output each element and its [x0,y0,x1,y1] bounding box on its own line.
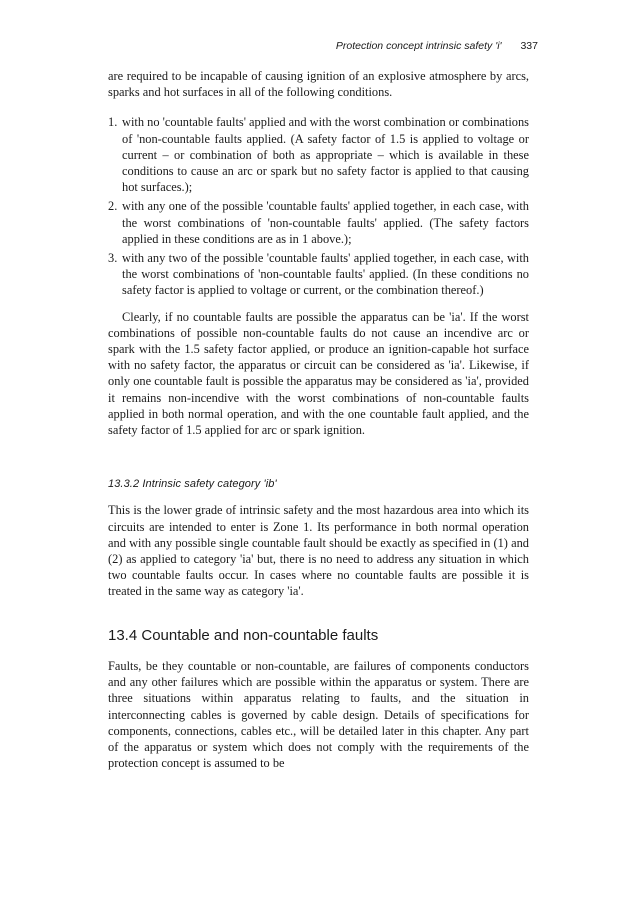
body-text [108,68,529,771]
subsection-heading-ib: 13.3.2 Intrinsic safety category 'ib' [108,478,277,491]
conditions-list [108,114,529,298]
ib-paragraph: This is the lower grade of intrinsic safety and the most hazardous area into which its circuits are intended to enter is Zone 1. Its performance in both normal operation and with any possible single countable fault should be exactly as specified in (1) and (2) as applied to category 'ia' but, there is no need to address any situation in which two countable faults occur. In cases where no countable faults are possible it is treated in the same way as category 'ia'. [108,503,529,599]
list-number: 2. [108,199,118,214]
faults-paragraph: Faults, be they countable or non-countable, are failures of components conductors and any other failures which are possible within the apparatus or system. There are three situations within apparatus relating to faults, and the situation in interconnecting cables is governed by cable design. Details of specifications for components, connections, cables etc., will be detailed later in this chapter. Any part of the apparatus or system which does not comply with the requirements of the protection concept is assumed to be [108,658,529,771]
section-heading-faults: 13.4 Countable and non-countable faults [108,626,379,644]
list-text: with any one of the possible 'countable faults' applied together, in each case, with the worst combinations of 'non-countable faults' applied. (The safety factors applied in these conditions are as in 1 above.); [122,199,529,246]
list-text: with any two of the possible 'countable faults' applied together, in each case, with the worst combinations of 'non-countable faults' applied. (In these conditions no safety factor is applied to voltage or current, or the combination thereof.) [122,251,529,298]
ia-paragraph: Clearly, if no countable faults are possible the apparatus can be 'ia'. If the worst combinations of possible non-countable faults do not cause an incendive arc or spark with the 1.5 safety factor applied, or produce an ignition-capable hot surface with no safety factor, the apparatus or circuit can be considered as 'ia'. Likewise, if only one countable fault is possible the apparatus may be considered as 'ia', provided it remains non-incendive with the worst combinations of non-countable faults applied in both normal operation, and with the one countable fault applied, and the safety factor of 1.5 applied for arc or spark ignition. [108,309,529,438]
page-number: 337 [520,40,538,52]
list-item [108,198,529,247]
intro-paragraph: are required to be incapable of causing ignition of an explosive atmosphere by arcs, sparks and hot surfaces in all of the following conditions. [108,69,529,100]
running-head-title: Protection concept intrinsic safety 'i' [335,40,502,52]
list-item [108,114,529,195]
list-text: with no 'countable faults' applied and with the worst combination or combinations of 'non-countable faults applied. (A safety factor of 1.5 is applied to voltage or current – or combination of both as appropriate – which is available in these conditions to cause an arc or spark but no safety factor is applied to that causing hot surfaces.); [122,115,529,195]
running-head [108,40,538,52]
list-item [108,250,529,299]
list-number: 1. [108,115,118,130]
list-number: 3. [108,251,118,266]
